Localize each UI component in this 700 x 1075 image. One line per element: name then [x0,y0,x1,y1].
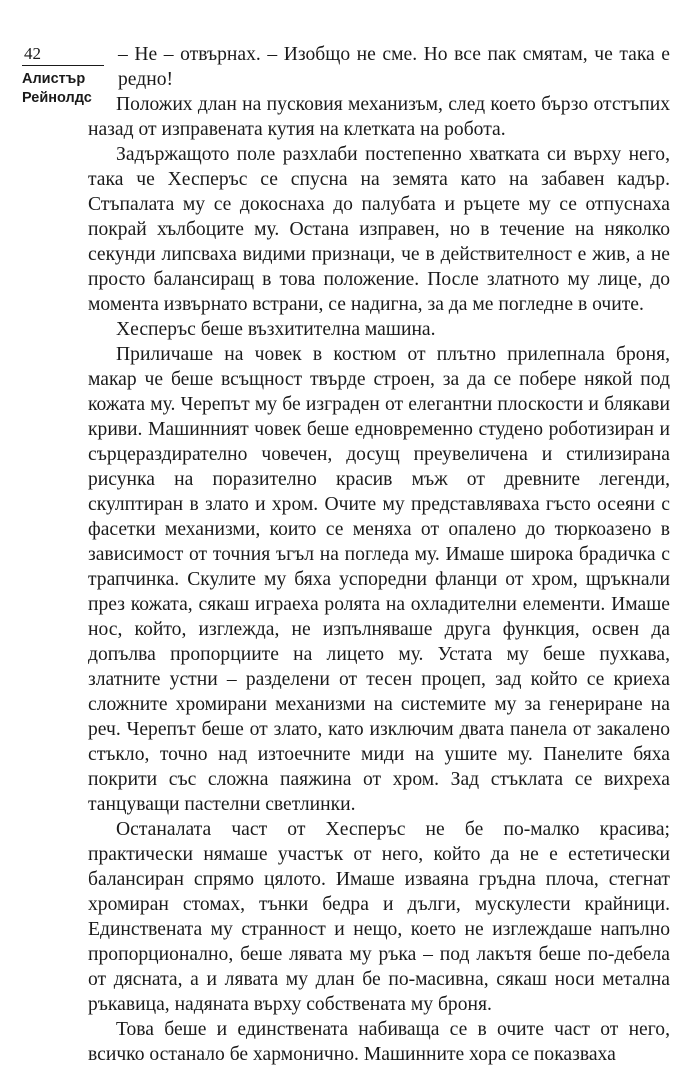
author-first-name: Алистър [22,71,86,87]
paragraph: Приличаше на човек в костюм от плътно прилепнала броня, макар че беше всъщност твърде строен, за да се побере някой под кожата му. Черепът му бе изграден от елегантни плоскости и блякави криви. Машинният човек беше едновременно студено роботизиран и сърцераздирателно човечен, досущ преувеличена и стилизирана рисунка на поразително красив мъж от древните легенди, скулптиран в злато и хром. Очите му представляваха гъсто осеяни с фасетки механизми, които се меняха от опалено до тюркоазено в зависимост от точния ъгъл на погледа му. Имаше широка брадичка с трапчинка. Скулите му бяха успоредни фланци от хром, щръкнали през кожата, сякаш играеха ролята на охладителни елементи. Имаше нос, който, изглежда, не изпълняваше друга функция, освен да допълва пропорциите на лицето му. Устата му беше пухкава, златните устни – разделени от тесен процеп, зад който се криеха сложните хромирани механизми на системите му за генериране на реч. Черепът беше от злато, като изключим двата панела от закалено стъкло, точно над изтоечните миди на ушите му. Панелите бяха покрити със сложна паяжина от хром. Зад стъклата се вихреха танцуващи пастелни светлинки. [88,344,670,815]
author-last-name: Рейнолдс [22,90,92,106]
paragraph: Останалата част от Хесперъс не бе по-малко красива; практически нямаше участък от него, който да не е естетически балансиран спрямо цялото. Имаше изваяна гръдна плоча, стегнат хромиран стомах, тънки бедра и дълги, мускулести крайници. Единствената му странност и нещо, което не изглеждаше напълно пропорционално, беше лявата му ръка – под лакътя беше по-дебела от дясната, а и лявата му длан бе по-масивна, сякаш носи метална ръкавица, надяната върху собствената му броня. [88,819,670,1015]
page-number: 42 [24,44,41,63]
paragraph: Положих длан на пусковия механизъм, след което бързо отстъпих назад от изправената кутия на клетката на робота. [88,94,670,140]
paragraph: Хесперъс беше възхитителна машина. [116,319,436,340]
paragraph: – Не – отвърнах. – Изобщо не сме. Но все пак смятам, че така е редно! [118,44,670,90]
body-text [88,42,670,1067]
paragraph: Задържащото поле разхлаби постепенно хватката си върху него, така че Хесперъс се спусна на земята като на забавен кадър. Стъпалата му се докоснаха до палубата и ръцете му се отпуснаха покрай хълбоците му. Остана изправен, но в течение на няколко секунди липсваха видими признаци, че в действителност е жив, а не просто балансиращ в това положение. После златното му лице, до момента извърнато встрани, се надигна, за да ме погледне в очите. [88,144,670,315]
paragraph: Това беше и единствената набиваща се в очите част от него, всичко останало бе хармонично. Машинните хора се показваха [88,1019,670,1065]
